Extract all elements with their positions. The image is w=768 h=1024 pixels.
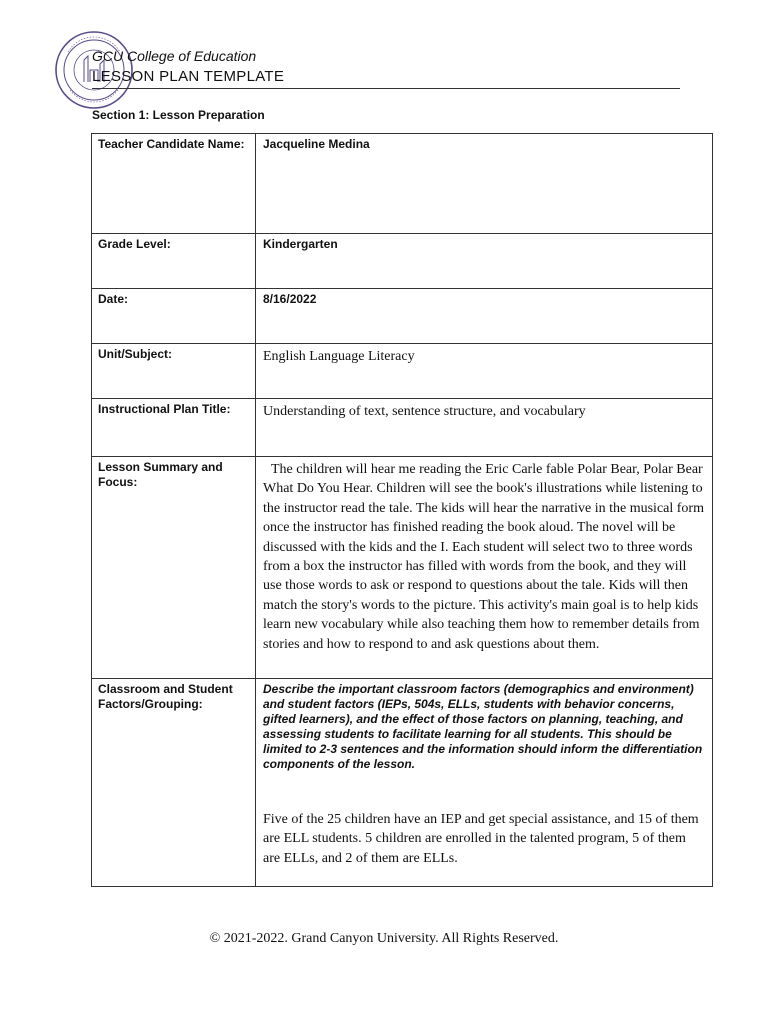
plan-title-value: Understanding of text, sentence structure, and vocabulary <box>263 404 586 419</box>
classroom-factors-prompt: Describe the important classroom factors (demographics and environment) and student factors (IEPs, 504s, ELLs, students with behavior concerns, gifted learners), and the effect of those factors on planning, teaching, and assessing students to facilitate learning for all students. This should be limited to 2-3 sentences and the information should inform the differentiation components of the lesson. <box>263 682 703 771</box>
date-label: Date: <box>92 289 256 344</box>
teacher-name-label: Teacher Candidate Name: <box>92 134 256 234</box>
lesson-summary-label: Lesson Summary and Focus: <box>92 457 256 679</box>
header-divider <box>92 88 680 89</box>
classroom-factors-value: Five of the 25 children have an IEP and get special assistance, and 15 of them are ELL students. 5 children are enrolled in the talented program, 5 of them are ELLs, and 2 of them are ELLs. <box>263 812 699 866</box>
table-row <box>92 344 713 399</box>
teacher-name-value: Jacqueline Medina <box>263 137 370 151</box>
lesson-summary-value: The children will hear me reading the Eric Carle fable Polar Bear, Polar Bear What Do You Hear. Children will see the book's illustrations while listening to the instructor read the tale. The kids will hear the narrative in the musical form once the instructor has finished reading the book aloud. The novel will be discussed with the kids and the I. Each student will select two to three words from a box the instructor has filled with words from the book, and they will use those words to ask or respond to questions about the tale. Kids will then match the story's words to the picture. This activity's main goal is to help kids learn new vocabulary while also teaching them how to remember details from stories and how to respond to and ask questions about them. <box>263 462 704 652</box>
grade-level-label: Grade Level: <box>92 234 256 289</box>
grade-level-value: Kindergarten <box>263 237 338 251</box>
table-row <box>92 679 713 887</box>
lesson-preparation-table <box>91 133 713 887</box>
unit-subject-label: Unit/Subject: <box>92 344 256 399</box>
table-row <box>92 134 713 234</box>
plan-title-label: Instructional Plan Title: <box>92 399 256 457</box>
grade-level-cell <box>256 234 713 289</box>
unit-subject-value: English Language Literacy <box>263 349 415 364</box>
table-row <box>92 457 713 679</box>
table-row <box>92 399 713 457</box>
classroom-factors-label: Classroom and Student Factors/Grouping: <box>92 679 256 887</box>
copyright-footer: © 2021-2022. Grand Canyon University. All Rights Reserved. <box>209 931 559 946</box>
date-value: 8/16/2022 <box>263 292 317 306</box>
section-title: Section 1: Lesson Preparation <box>92 108 265 122</box>
table-row <box>92 234 713 289</box>
college-name: GCU College of Education <box>92 48 257 64</box>
table-row <box>92 289 713 344</box>
teacher-name-cell <box>256 134 713 234</box>
date-cell <box>256 289 713 344</box>
plan-title-cell <box>256 399 713 457</box>
lesson-summary-cell <box>256 457 713 679</box>
classroom-factors-cell <box>256 679 713 887</box>
unit-subject-cell <box>256 344 713 399</box>
document-title: LESSON PLAN TEMPLATE <box>92 68 285 85</box>
